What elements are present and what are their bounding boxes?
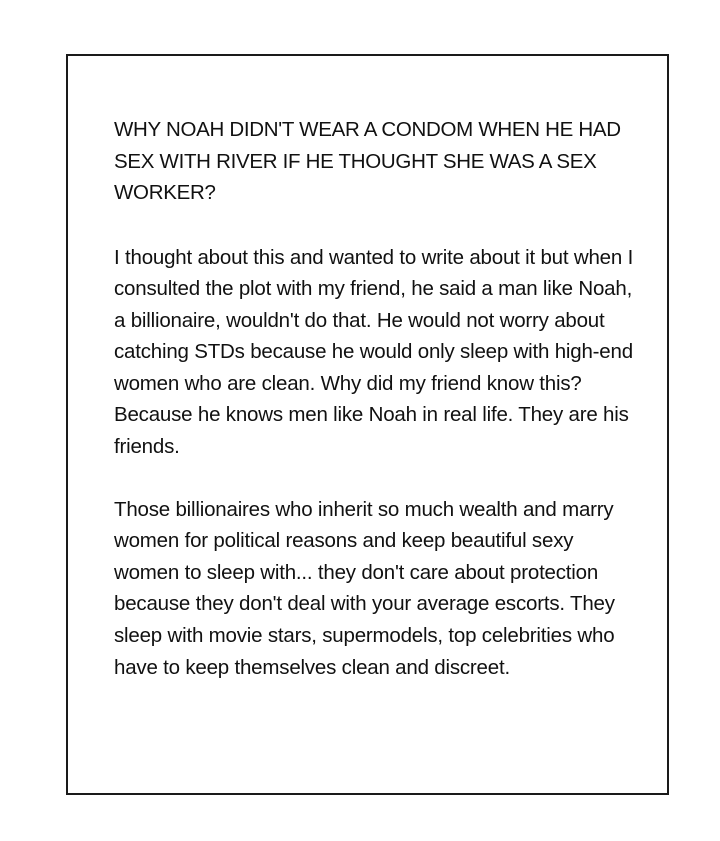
article-paragraph-1: I thought about this and wanted to write about it but when I consulted the plot with my friend, he said a man like Noah, a billionaire, wouldn't do that. He would not worry about catching STDs because he would only sleep with high-end women who are clean. Why did my friend know this? Because he knows men like Noah in real life. They are his friends.: [114, 245, 634, 459]
article-body: [114, 114, 634, 683]
article-paragraph-2: Those billionaires who inherit so much wealth and marry women for political reasons and keep beautiful sexy women to sleep with... they don't care about protection because they don't deal with your average escorts. They sleep with movie stars, supermodels, top celebrities who have to keep themselves clean and discreet.: [114, 497, 615, 679]
article-heading: WHY NOAH DIDN'T WEAR A CONDOM WHEN HE HAD SEX WITH RIVER IF HE THOUGHT SHE WAS A SEX WORKER?: [114, 118, 621, 204]
